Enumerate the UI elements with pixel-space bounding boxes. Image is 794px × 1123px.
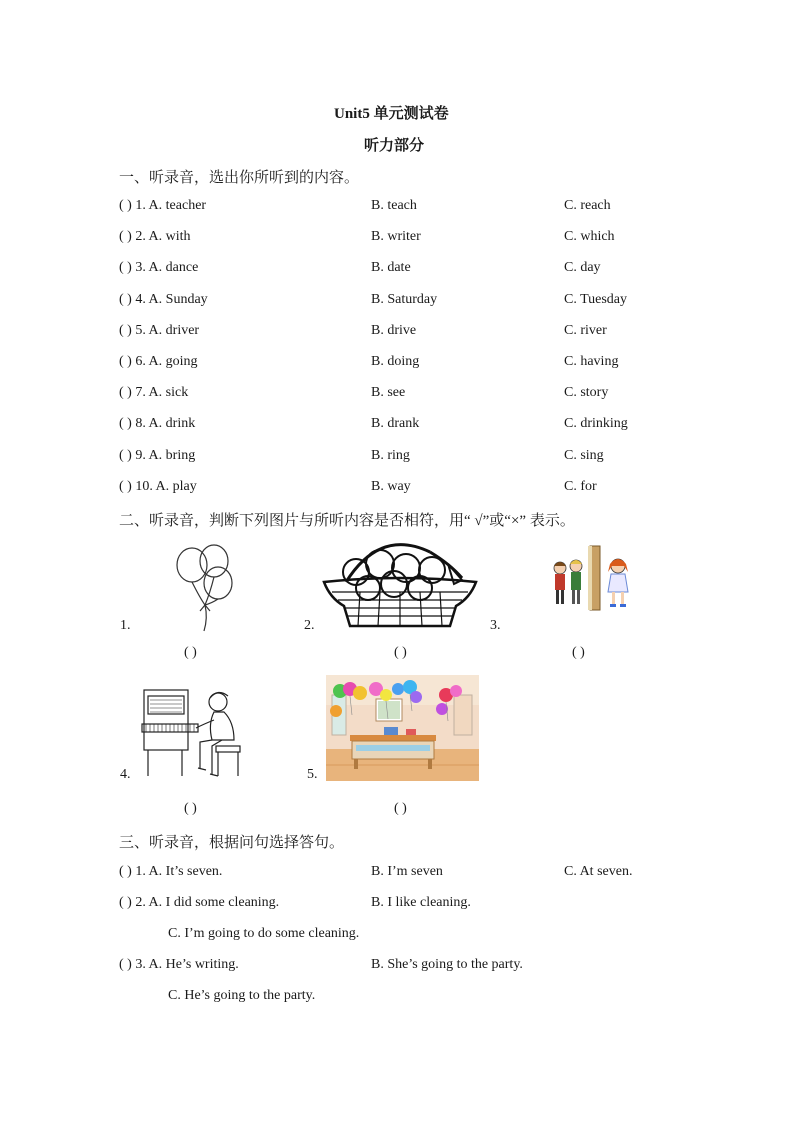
s1-q1-option-c: C. reach — [564, 198, 611, 213]
s1-q8-option-c: C. drinking — [564, 416, 628, 431]
picture-1-number: 1. — [120, 618, 131, 633]
s1-q3-option-b: B. date — [371, 260, 411, 275]
s3-q1: ( ) 1. A. It’s seven. — [119, 864, 223, 879]
s1-q10-option-c: C. for — [564, 479, 597, 494]
s1-q2: ( ) 2. A. with — [119, 229, 191, 244]
s1-q1-option-b: B. teach — [371, 198, 417, 213]
s1-q6: ( ) 6. A. going — [119, 354, 198, 369]
picture-5-number: 5. — [307, 767, 318, 782]
s1-q10: ( ) 10. A. play — [119, 479, 197, 494]
picture-2-paren[interactable]: ( ) — [394, 645, 407, 660]
s1-q7-option-c: C. story — [564, 385, 609, 400]
s1-q6-option-c: C. having — [564, 354, 619, 369]
s1-q5-option-c: C. river — [564, 323, 607, 338]
s1-q7: ( ) 7. A. sick — [119, 385, 189, 400]
s1-q4-option-b: B. Saturday — [371, 292, 438, 307]
page-title: Unit5 单元测试卷 — [334, 106, 449, 122]
s1-q8-option-b: B. drank — [371, 416, 420, 431]
s1-q3: ( ) 3. A. dance — [119, 260, 199, 275]
s3-q1-option-c: C. At seven. — [564, 864, 633, 879]
picture-3-number: 3. — [490, 618, 501, 633]
s1-q8: ( ) 8. A. drink — [119, 416, 196, 431]
s1-q5: ( ) 5. A. driver — [119, 323, 200, 338]
s1-q10-option-b: B. way — [371, 479, 411, 494]
picture-4-paren[interactable]: ( ) — [184, 801, 197, 816]
fruit-basket-icon — [320, 534, 480, 634]
s3-q2-option-b: B. I like cleaning. — [371, 895, 471, 910]
picture-3-paren[interactable]: ( ) — [572, 645, 585, 660]
s3-q2-option-c: C. I’m going to do some cleaning. — [168, 926, 360, 941]
s1-q9: ( ) 9. A. bring — [119, 448, 196, 463]
balloons-icon — [170, 543, 240, 633]
s1-q7-option-b: B. see — [371, 385, 406, 400]
picture-4-number: 4. — [120, 767, 131, 782]
picture-1-paren[interactable]: ( ) — [184, 645, 197, 660]
s3-q2: ( ) 2. A. I did some cleaning. — [119, 895, 280, 910]
picture-2-number: 2. — [304, 618, 315, 633]
s1-q2-option-c: C. which — [564, 229, 615, 244]
s3-q3: ( ) 3. A. He’s writing. — [119, 957, 239, 972]
s1-q9-option-b: B. ring — [371, 448, 410, 463]
page-subtitle: 听力部分 — [364, 138, 425, 154]
s1-q4-option-c: C. Tuesday — [564, 292, 628, 307]
section-3-heading: 三、听录音，根据问句选择答句。 — [119, 835, 345, 851]
section-1-heading: 一、听录音，选出你所听到的内容。 — [119, 170, 360, 186]
picture-5-paren[interactable]: ( ) — [394, 801, 407, 816]
s1-q6-option-b: B. doing — [371, 354, 420, 369]
s1-q4: ( ) 4. A. Sunday — [119, 292, 208, 307]
party-room-icon — [326, 675, 479, 781]
s1-q3-option-c: C. day — [564, 260, 601, 275]
section-2-heading: 二、听录音，判断下列图片与所听内容是否相符，用“ √”或“×” 表示。 — [119, 513, 575, 529]
s1-q2-option-b: B. writer — [371, 229, 421, 244]
s3-q3-option-c: C. He’s going to the party. — [168, 988, 316, 1003]
s1-q5-option-b: B. drive — [371, 323, 417, 338]
s1-q1: ( ) 1. A. teacher — [119, 198, 207, 213]
s3-q3-option-b: B. She’s going to the party. — [371, 957, 523, 972]
s3-q1-option-b: B. I’m seven — [371, 864, 443, 879]
piano-player-icon — [138, 684, 246, 782]
children-at-door-icon — [548, 544, 638, 612]
s1-q9-option-c: C. sing — [564, 448, 604, 463]
